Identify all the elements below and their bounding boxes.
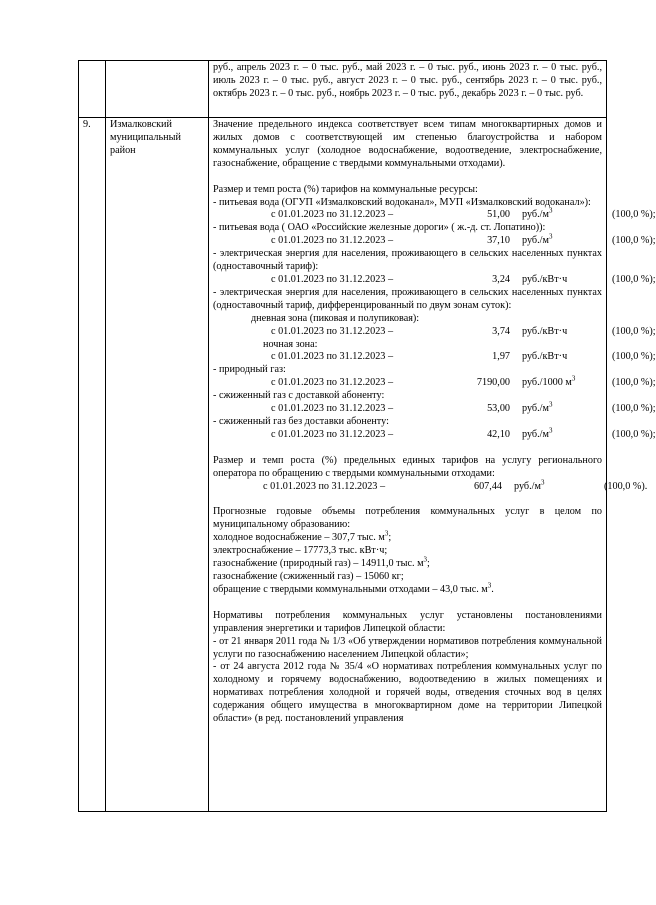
tariff-value: 51,00	[487, 209, 510, 221]
volumes-heading: Прогнозные годовые объемы потребления коммунальных услуг в целом по муниципальному образованию:	[213, 506, 602, 531]
spacer	[213, 171, 602, 184]
tariff-unit: $руб./м^3$	[522, 207, 553, 221]
cell-row-content	[209, 118, 656, 812]
tariff-value: 3,24	[492, 273, 510, 285]
tariff-value: 53,00	[487, 403, 510, 415]
waste-heading: Размер и темп роста (%) предельных единых тарифов на услугу регионального оператора по обращению с твердыми коммунальными отходами:	[213, 454, 602, 479]
lpg2-label: - сжиженный газ без доставки абоненту:	[213, 415, 389, 427]
norm-item-2: - от 24 августа 2012 года № 35/4 «О нормативах потребления коммунальных услуг по холодному и горячему водоснабжению, водоотведению в жилых помещениях и нормативах потребления холодной и горячей воды, отведения сточных вод в целях содержания общего имущества в многоквартирном доме на территории Липецкой области» (в ред. постановлений управления	[213, 661, 602, 725]
spacer	[213, 442, 602, 455]
spacer	[213, 493, 602, 506]
elec1-label: - электрическая энергия для населения, проживающего в сельских населенных пунктах (одноставочный тариф):	[213, 248, 602, 273]
tariff-date: с 01.01.2023 по 31.12.2023 –	[271, 351, 394, 363]
cell-name-empty	[106, 61, 209, 118]
tariff-date: с 01.01.2023 по 31.12.2023 –	[271, 273, 394, 285]
tariff-percent: (100,0 %);	[612, 428, 656, 440]
tariff-line-lpg2	[213, 426, 656, 442]
tariffs-heading: Размер и темп роста (%) тарифов на коммунальные ресурсы:	[213, 183, 478, 195]
cell-municipality-name: Измалковский муниципальный район	[106, 118, 209, 812]
tariff-date: с 01.01.2023 по 31.12.2023 –	[263, 480, 386, 492]
tariff-value: 3,74	[492, 325, 510, 337]
day-zone-label: дневная зона (пиковая и полупиковая):	[251, 312, 420, 324]
tariff-percent: (100,0 %);	[612, 351, 656, 363]
tariff-table	[78, 60, 656, 812]
tariff-unit: $руб./м^3$	[522, 426, 553, 440]
tariff-line-water1	[213, 207, 656, 222]
water1-label: - питьевая вода (ОГУП «Измалковский водоканал», МУП «Измалковский водоканал»):	[213, 196, 591, 208]
tariff-date: с 01.01.2023 по 31.12.2023 –	[271, 325, 394, 337]
volume-waste: обращение с твердыми коммунальными отходами – 43,0 тыс. $м^3$.	[213, 581, 494, 595]
table-row-9	[79, 118, 607, 812]
water2-label: - питьевая вода ( ОАО «Российские железные дороги» ( ж.-д. ст. Лопатино)):	[213, 222, 546, 234]
tariff-line-elec1	[213, 273, 656, 287]
tariff-percent: (100,0 %);	[612, 273, 656, 285]
tariff-line-lpg1	[213, 400, 656, 416]
tariff-date: с 01.01.2023 по 31.12.2023 –	[271, 209, 394, 221]
tariff-percent: (100,0 %);	[612, 235, 656, 247]
tariff-date: с 01.01.2023 по 31.12.2023 –	[271, 377, 394, 389]
tariff-date: с 01.01.2023 по 31.12.2023 –	[271, 235, 394, 247]
volume-gas: газоснабжение (природный газ) – 14911,0 тыс. $м^3$;	[213, 555, 430, 570]
intro-paragraph: Значение предельного индекса соответствует всем типам многоквартирных домов и жилых домов с соответствующей им степенью благоустройства и набором коммунальных услуг (холодное водоснабжение, водоотведение, электроснабжение, газоснабжение, обращение с твердыми коммунальными отходами).	[213, 119, 602, 169]
norms-heading: Нормативы потребления коммунальных услуг установлены постановлениями управления энергетики и тарифов Липецкой области:	[213, 609, 602, 634]
volume-lpg: газоснабжение (сжиженный газ) – 15060 кг;	[213, 571, 404, 582]
tariff-unit: $руб./м^3$	[522, 400, 553, 415]
tariff-unit: руб./кВт·ч	[522, 325, 568, 337]
night-zone-label: ночная зона:	[263, 338, 318, 350]
cell-continuation-text	[209, 61, 607, 118]
continuation-paragraph: руб., апрель 2023 г. – 0 тыс. руб., май 2023 г. – 0 тыс. руб., июнь 2023 г. – 0 тыс. руб., июль 2023 г. – 0 тыс. руб., август 2023 г. – 0 тыс. руб., сентябрь 2023 г. – 0 тыс. руб., октябрь 2023 г. – 0 тыс. руб., ноябрь 2023 г. – 0 тыс. руб., декабрь 2023 г. – 0 тыс. руб.	[213, 62, 602, 99]
tariff-percent: (100,0 %);	[612, 403, 656, 415]
tariff-value: 42,10	[487, 428, 510, 440]
tariff-date: с 01.01.2023 по 31.12.2023 –	[271, 403, 394, 415]
tariff-percent: (100,0 %).	[604, 480, 648, 492]
tariff-line-day-zone	[213, 325, 656, 339]
elec2-label: - электрическая энергия для населения, проживающего в сельских населенных пунктах (одноставочный тариф, дифференцированный по двум зонам суток):	[213, 286, 602, 311]
tariff-value: 7190,00	[476, 377, 510, 389]
tariff-line-waste	[213, 478, 648, 494]
table-row-continuation	[79, 61, 607, 118]
tariff-unit: руб./кВт·ч	[522, 273, 568, 285]
gas-label: - природный газ:	[213, 364, 286, 376]
tariff-date: с 01.01.2023 по 31.12.2023 –	[271, 428, 394, 440]
volume-electricity: электроснабжение – 17773,3 тыс. кВт·ч;	[213, 545, 388, 557]
tariff-unit: руб./кВт·ч	[522, 351, 568, 363]
cell-row-number: 9.	[79, 118, 106, 812]
norm-item-1: - от 21 января 2011 года № 1/3 «Об утверждении нормативов потребления коммунальной услуги по газоснабжению населением Липецкой области»;	[213, 635, 602, 660]
tariff-percent: (100,0 %);	[612, 377, 656, 389]
lpg1-label: - сжиженный газ с доставкой абоненту:	[213, 390, 385, 402]
volume-cold-water: холодное водоснабжение – 307,7 тыс. $м^3$;	[213, 529, 392, 544]
tariff-percent: (100,0 %);	[612, 325, 656, 337]
tariff-line-water2	[213, 232, 656, 248]
tariff-value: 1,97	[492, 351, 510, 363]
spacer	[213, 597, 602, 610]
tariff-unit: $руб./м^3$	[522, 232, 553, 247]
tariff-line-night-zone	[213, 351, 656, 364]
tariff-unit: $руб./м^3$	[514, 478, 545, 492]
tariff-value: 607,44	[473, 480, 502, 492]
tariff-percent: (100,0 %);	[612, 209, 656, 221]
tariff-value: 37,10	[487, 235, 510, 247]
tariff-unit: руб./1000 $м^3$	[522, 374, 576, 389]
tariff-line-gas	[213, 374, 656, 390]
cell-number-empty	[79, 61, 106, 118]
